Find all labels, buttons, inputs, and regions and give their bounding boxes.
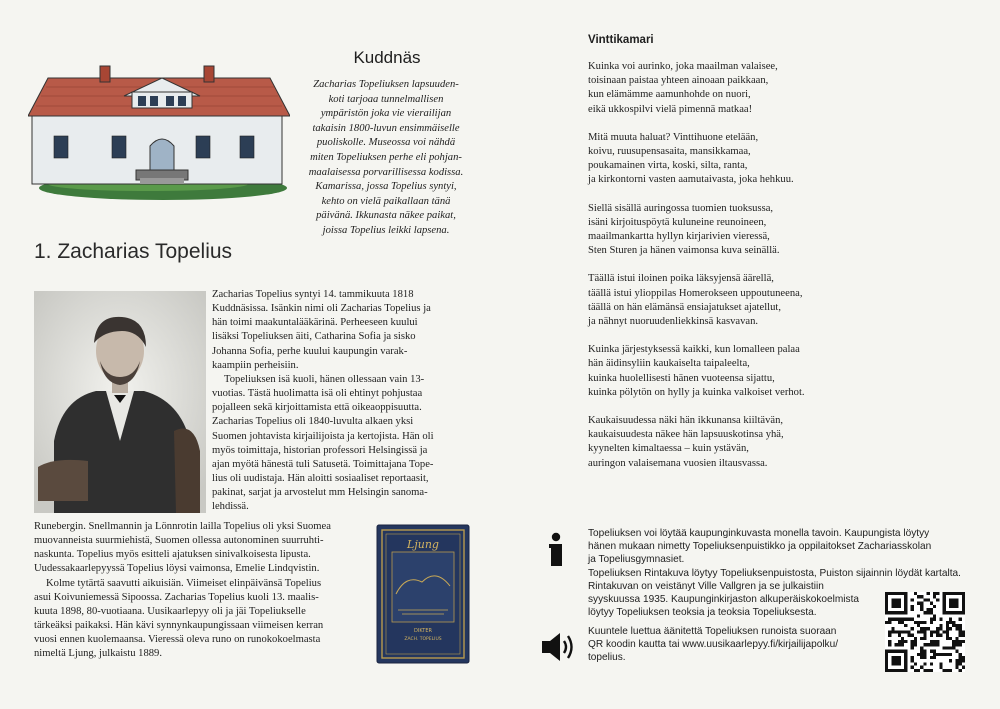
info-line: löytyy Topeliuksen teoksia ja teoksia Topeliuksesta.: [588, 607, 817, 619]
bio-line: myös toimittaja, historian professori Helsingissä ja: [212, 444, 428, 456]
info-line: Rintakuvan on veistänyt Ville Vallgren ja se julkaistiin: [588, 580, 824, 592]
bio-line: Kolme tytärtä saavutti aikuisiän. Viimeiset elinpäivänsä Topelius: [46, 577, 322, 589]
audio-line: topelius.: [588, 652, 626, 664]
poem-line: isäni kirjoituspöytä kuluneine reunoineen,: [588, 216, 767, 228]
kuddnas-line: miten Topeliuksen perhe eli pohjan-: [310, 151, 462, 163]
bio-line: hän toimi maakuntalääkärinä. Perheeseen kuului: [212, 317, 418, 329]
bio-line: lisäksi Topeliuksen äiti, Catharina Sofia ja sisko: [212, 331, 416, 343]
info-line: syyskuussa 1935. Kaupunginkirjaston alkuperäiskokoelmista: [588, 594, 859, 606]
poem-line: poukamainen virta, koski, silta, ranta,: [588, 160, 748, 172]
bio-line: lius oli uudistaja. Hän aloitti sosiaaliset reportaasit,: [212, 473, 429, 485]
biography-bottom: [34, 520, 370, 662]
bio-line: lehdissä.: [212, 501, 249, 513]
bio-line: kaampiin perheisiin.: [212, 359, 299, 371]
bio-line: naskunta. Topelius myös esitteli ajatuksen sinivalkoisesta lipusta.: [34, 549, 311, 561]
kuddnas-description: [296, 78, 476, 239]
kuddnas-line: koti tarjoaa tunnelmallisen: [328, 93, 444, 105]
poem-line: ja kirkontorni vasten aamutaivasta, joka hehkuu.: [588, 174, 794, 186]
poem-stanza: [588, 414, 888, 471]
bio-line: tärkeäksi paikaksi. Hän kävi synnynkaupungissaan viimeisen kerran: [34, 620, 324, 632]
bio-line: Topeliuksen isä kuoli, hänen ollessaan vain 13-: [224, 373, 425, 385]
bio-paragraph: [34, 520, 370, 577]
poem-line: Mitä muuta haluat? Vinttihuone etelään,: [588, 131, 759, 143]
topelius-portrait: [34, 291, 206, 513]
bio-line: nimeltä Ljung, julkaistu 1889.: [34, 648, 162, 660]
poem-line: eikä ukkospilvi vielä pimennä matkaa!: [588, 103, 753, 115]
bio-line: asui Koivuniemessä Sipoossa. Zacharias Topelius kuoli 13. maalis-: [34, 591, 319, 603]
poem-line: täällä istui ylioppilas Homerokseen uppoutuneena,: [588, 287, 803, 299]
bio-line: Johanna Sofia, perhe kuului kaupungin varak-: [212, 345, 408, 357]
poem-line: Kuinka voi aurinko, joka maailman valaisee,: [588, 61, 778, 72]
bio-line: muovanneista suurmiehistä, Suomen ollessa autonominen suurruhti-: [34, 535, 324, 547]
poem-line: hän äidinsyliin kaukaiselta taipaleelta,: [588, 358, 750, 370]
poem-line: toisinaan paistaa yhteen ainoaan paikkaan,: [588, 75, 769, 87]
poem-stanza: [588, 343, 888, 400]
kuddnas-line: joissa Topelius leikki lapsena.: [322, 224, 450, 236]
audio-line: Kuuntele luettua äänitettä Topeliuksen runoista suoraan: [588, 626, 837, 637]
bio-line: Kuddnäsissa. Isänkin nimi oli Zacharias Topelius ja: [212, 303, 431, 315]
poem-line: maailmankartta hyllyn kirjarivien vieressä,: [588, 231, 770, 243]
info-line: Topeliuksen Rintakuva löytyy Topeliuksenpuistosta, Puiston sijainnin löydät kartalta.: [588, 567, 961, 579]
poem-line: Siellä sisällä auringossa tuomien tuoksussa,: [588, 202, 774, 214]
bio-line: Zacharias Topelius syntyi 14. tammikuuta 1818: [212, 289, 414, 300]
poem-line: kyynelten kimaltaessa – kuin ystävän,: [588, 443, 749, 455]
poem-line: kuinka pölytön on hylly ja kuinka valkoiset verhot.: [588, 386, 805, 398]
info-icon: [548, 532, 564, 568]
bio-line: pojalleen sekä kirjoittamista että oikeaoppisuutta.: [212, 402, 422, 414]
bio-line: Runebergin. Snellmannin ja Lönnrotin lailla Topelius oli yksi Suomea: [34, 521, 331, 532]
poem-stanza: [588, 202, 888, 259]
book-title: Ljung: [407, 538, 439, 551]
poem-line: auringon valaisemana vuosien iltausvassa.: [588, 457, 768, 469]
kuddnas-line: päivänä. Ikkunasta näkee paikat,: [316, 210, 456, 222]
poem-line: Sten Sturen ja hänen vaimonsa kuva seinällä.: [588, 245, 780, 257]
poem-stanza: [588, 272, 888, 329]
audio-text: [588, 625, 878, 665]
book-author: ZACH. TOPELIUS: [404, 637, 442, 642]
info-line: Topeliuksen voi löytää kaupunginkuvasta monella tavoin. Kaupungista löytyy: [588, 528, 930, 539]
poem-line: kuinka huolellisesti hänen vuoteensa sijattu,: [588, 372, 775, 384]
bio-line: ajan myötä hänestä tuli Satusetä. Toimittajana Tope-: [212, 458, 434, 470]
bio-line: vuotias. Tästä huolimatta isä oli ehtinyt pohjustaa: [212, 388, 423, 400]
qr-code[interactable]: [885, 592, 965, 672]
speaker-icon: [540, 630, 578, 664]
bio-line: Suomen johtavista kirjailijoista ja kertojista. Hän oli: [212, 430, 434, 442]
bio-line: Zacharias Topelius oli 1840-luvulta alkaen yksi: [212, 416, 414, 428]
info-line: hänen mukaan nimetty Topeliuksenpuistikko ja oppilaitokset Zachariasskolan: [588, 541, 932, 553]
kuddnas-line: Kamarissa, jossa Topelius syntyi,: [315, 181, 457, 193]
poem-line: ja nähnyt nuoruudenliekkinsä kasvavan.: [588, 316, 759, 328]
bio-line: pakinat, sarjat ja arvostelut mm Helsingin sanoma-: [212, 487, 428, 499]
kuddnas-house-illustration: [28, 62, 290, 202]
bio-paragraph: [212, 288, 474, 373]
kuddnas-line: takaisin 1800-luvun ensimmäiselle: [312, 122, 460, 134]
poem-line: koivu, ruusupensasaita, mansikkamaa,: [588, 146, 751, 158]
kuddnas-title: Kuddnäs: [353, 48, 421, 67]
biography-top: [212, 288, 474, 515]
info-line: ja Topeliusgymnasiet.: [588, 554, 685, 566]
ljung-book-cover: [376, 524, 470, 664]
bio-line: Uudessakaarlepyyssä Topelius löysi vaimonsa, Emelie Lindqvistin.: [34, 563, 320, 575]
poem-line: Täällä istui iloinen poika läksyjensä äärellä,: [588, 273, 774, 285]
kuddnas-line: maalaisessa porvarillisessa kodissa.: [308, 166, 464, 178]
poem-line: Kuinka järjestyksessä kaikki, kun lomalleen palaa: [588, 344, 800, 356]
kuddnas-line: Zacharias Topeliuksen lapsuuden-: [313, 79, 459, 90]
poem-stanza: [588, 131, 888, 188]
book-subtitle: DIKTER: [414, 628, 432, 634]
bio-paragraph: [34, 577, 370, 662]
poem-title: Vinttikamari: [588, 34, 654, 46]
audio-line: QR koodin kautta tai www.uusikaarlepyy.fi/kirjailijapolku/: [588, 639, 839, 651]
kuddnas-line: ympäristön joka vie vierailijan: [320, 108, 452, 120]
kuddnas-line: puoliskolle. Museossa voi nähdä: [316, 137, 456, 149]
bio-line: vuosi ennen kuolemaansa. Vieressä oleva runo on runokokoelmasta: [34, 634, 321, 646]
bio-line: kuuta 1898, 80-vuotiaana. Uusikaarlepyy oli ja jäi Topeliukselle: [34, 605, 306, 617]
poem-line: kun elämämme aamunhohde on nuori,: [588, 89, 751, 101]
bio-paragraph: [212, 373, 474, 515]
chapter-title: 1. Zacharias Topelius: [34, 240, 233, 263]
poem-line: täällä on hän elämänsä ensiajatukset ajatellut,: [588, 301, 781, 313]
poem-stanza: [588, 60, 888, 117]
poem-line: Kaukaisuudessa näki hän ikkunansa kiiltävän,: [588, 415, 784, 427]
poem-line: kaukaisuudesta näkee hän lapsuuskotinsa yhä,: [588, 429, 784, 441]
poem-body: [588, 60, 888, 485]
kuddnas-line: kehto on vielä paikallaan tänä: [321, 195, 451, 207]
